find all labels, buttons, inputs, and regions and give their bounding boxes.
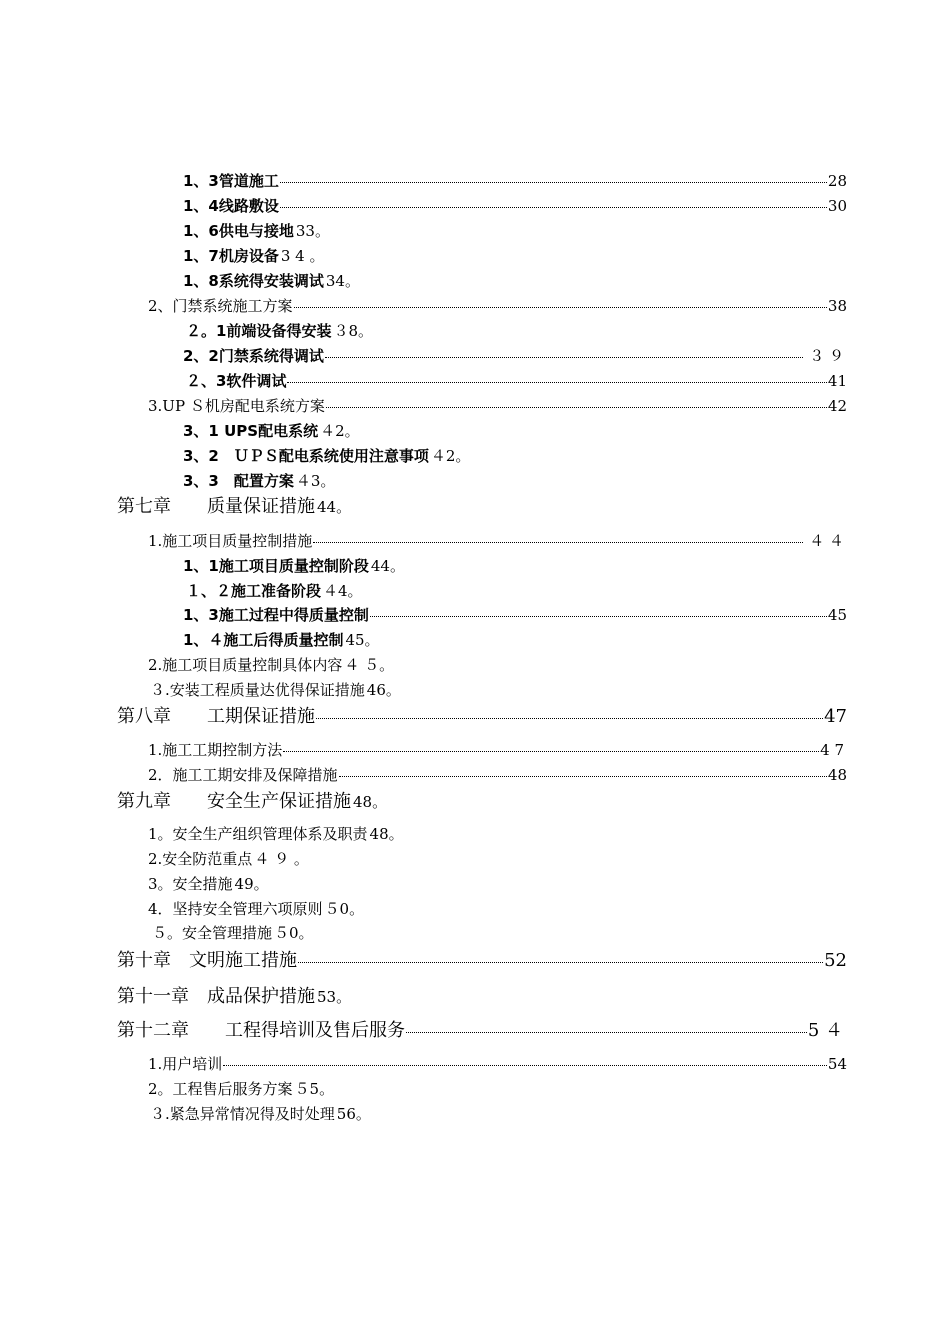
toc-entry[interactable] (150, 1103, 950, 1124)
toc-entry-page: 48 (827, 766, 847, 784)
toc-entry-page: 49。 (234, 875, 269, 893)
toc-entry[interactable] (148, 898, 950, 919)
toc-entry-title: 第十二章 工程得培训及售后服务 (117, 1020, 405, 1041)
toc-entry-page: ４ ４ (809, 532, 844, 550)
toc-entry[interactable] (148, 654, 950, 675)
toc-entry-title: 2、2门禁系统得调试 (183, 347, 324, 365)
toc-entry-title: 1、8系统得安装调试 (183, 272, 324, 290)
toc-entry-page: ３8。 (333, 322, 373, 340)
toc-entry-page: ４4。 (323, 582, 363, 600)
dot-leader (325, 357, 803, 358)
toc-entry[interactable] (183, 245, 950, 266)
toc-entry[interactable] (183, 420, 950, 441)
toc-entry-page: 48。 (353, 793, 388, 811)
toc-entry-title: 1。安全生产组织管理体系及职责 (148, 825, 368, 843)
toc-entry-page: 30 (827, 197, 847, 215)
toc-chapter[interactable] (117, 492, 950, 518)
toc-entry[interactable] (186, 580, 950, 601)
toc-entry[interactable] (148, 530, 844, 551)
toc-entry-title: 1、7机房设备 (183, 247, 279, 265)
toc-entry[interactable] (183, 604, 847, 625)
toc-entry[interactable] (186, 320, 950, 341)
dot-leader (339, 776, 827, 777)
toc-entry-page: 46。 (366, 681, 401, 699)
toc-entry-page: ３ ９ (809, 347, 844, 365)
toc-entry-title: 第十章 文明施工措施 (117, 950, 297, 971)
toc-entry[interactable] (148, 739, 844, 760)
toc-entry-title: 1、6供电与接地 (183, 222, 294, 240)
toc-entry-page: ５0。 (324, 900, 365, 918)
toc-entry-title: 4．坚持安全管理六项原则 (148, 900, 323, 918)
toc-entry-title: ５。安全管理措施 (152, 924, 273, 942)
toc-entry[interactable] (183, 470, 950, 491)
toc-entry-page: 45 (827, 606, 847, 624)
toc-chapter[interactable] (117, 787, 950, 813)
toc-entry[interactable] (186, 370, 847, 391)
dot-leader (326, 407, 827, 408)
toc-entry-page: ４3。 (295, 472, 336, 490)
toc-chapter[interactable] (117, 702, 847, 728)
toc-entry-title: 1、3管道施工 (183, 172, 279, 190)
toc-entry[interactable] (183, 170, 847, 191)
toc-entry-title: 1、４施工后得质量控制 (183, 631, 344, 649)
toc-entry-page: ４ ９ 。 (254, 850, 309, 868)
toc-entry-title: 1.施工项目质量控制措施 (148, 532, 313, 550)
dot-leader (280, 207, 827, 208)
toc-entry-title: 1、4线路敷设 (183, 197, 279, 215)
toc-entry[interactable] (148, 848, 950, 869)
toc-entry-title: ２。1前端设备得安装 (186, 322, 332, 340)
toc-entry-title: 1、1施工项目质量控制阶段 (183, 557, 369, 575)
toc-entry-title: 2、门禁系统施工方案 (148, 297, 293, 315)
toc-chapter[interactable] (117, 946, 847, 972)
toc-entry[interactable] (148, 873, 950, 894)
toc-entry-title: 3、2 ＵＰＳ配电系统使用注意事项 (183, 447, 429, 465)
toc-entry[interactable] (150, 679, 950, 700)
toc-entry[interactable] (152, 922, 950, 943)
dot-leader (287, 382, 826, 383)
toc-entry[interactable] (183, 629, 950, 650)
toc-entry[interactable] (183, 220, 950, 241)
toc-entry-title: １、２施工准备阶段 (186, 582, 322, 600)
toc-entry-title: ３.紧急异常情况得及时处理 (150, 1105, 335, 1123)
toc-entry-page: 54 (827, 1055, 847, 1073)
dot-leader (313, 542, 803, 543)
toc-entry-page: 5 ４ (807, 1020, 843, 1041)
dot-leader (370, 616, 827, 617)
toc-entry[interactable] (148, 764, 847, 785)
toc-entry-page: 38 (827, 297, 847, 315)
toc-entry-page: ４2。 (320, 422, 360, 440)
dot-leader (280, 182, 827, 183)
toc-entry-page: ５5。 (294, 1080, 335, 1098)
toc-entry[interactable] (148, 1078, 950, 1099)
toc-entry[interactable] (183, 345, 844, 366)
toc-entry-title: 第七章 质量保证措施 (117, 496, 315, 517)
toc-entry-page: 4 7 (820, 741, 844, 759)
dot-leader (298, 962, 823, 963)
toc-entry[interactable] (183, 445, 950, 466)
toc-entry[interactable] (148, 823, 950, 844)
toc-entry-title: 2.安全防范重点 (148, 850, 253, 868)
toc-entry-title: 第九章 安全生产保证措施 (117, 791, 351, 812)
toc-entry-title: ３.安装工程质量达优得保证措施 (150, 681, 365, 699)
toc-chapter[interactable] (117, 982, 950, 1008)
toc-entry-title: 第十一章 成品保护措施 (117, 986, 315, 1007)
dot-leader (223, 1065, 827, 1066)
toc-entry-title: 2．施工工期安排及保障措施 (148, 766, 338, 784)
toc-entry[interactable] (183, 555, 950, 576)
toc-entry-page: 44。 (370, 557, 405, 575)
toc-entry-title: 2.施工项目质量控制具体内容 (148, 656, 343, 674)
toc-entry-title: 3.UP Ｓ机房配电系统方案 (148, 397, 325, 415)
toc-entry-page: ５0。 (274, 924, 314, 942)
toc-entry-title: ２、3软件调试 (186, 372, 287, 390)
toc-entry-title: 3、3 配置方案 (183, 472, 294, 490)
toc-entry-title: 1.施工工期控制方法 (148, 741, 283, 759)
toc-entry-page: ４2。 (430, 447, 471, 465)
toc-entry-page: 56。 (336, 1105, 371, 1123)
toc-entry-title: 3。安全措施 (148, 875, 233, 893)
toc-entry-page: 45。 (345, 631, 380, 649)
dot-leader (406, 1032, 807, 1033)
toc-entry-page: ４ ５。 (344, 656, 395, 674)
dot-leader (316, 718, 823, 719)
toc-entry-page: 42 (827, 397, 847, 415)
toc-entry[interactable] (148, 295, 847, 316)
toc-entry-page: 28 (827, 172, 847, 190)
toc-entry-title: 第八章 工期保证措施 (117, 706, 315, 727)
toc-entry[interactable] (148, 395, 847, 416)
dot-leader (283, 751, 819, 752)
toc-entry-page: 3 4 。 (280, 247, 325, 265)
toc-entry-page: 47 (824, 706, 847, 727)
toc-entry-page: 41 (827, 372, 847, 390)
toc-entry-page: 34。 (325, 272, 360, 290)
toc-entry-title: 3、1 UPS配电系统 (183, 422, 319, 440)
toc-entry-page: 48。 (369, 825, 404, 843)
toc-entry[interactable] (148, 1053, 847, 1074)
dot-leader (294, 307, 827, 308)
toc-entry-page: 53。 (317, 988, 352, 1006)
toc-entry-page: 44。 (317, 498, 352, 516)
toc-entry-page: 52 (824, 950, 847, 971)
toc-entry[interactable] (183, 195, 847, 216)
toc-entry-page: 33。 (295, 222, 330, 240)
toc-entry-title: 1、3施工过程中得质量控制 (183, 606, 369, 624)
toc-entry[interactable] (183, 270, 950, 291)
toc-entry-title: 1.用户培训 (148, 1055, 223, 1073)
toc-chapter[interactable] (117, 1016, 843, 1042)
toc-entry-title: 2。工程售后服务方案 (148, 1080, 293, 1098)
